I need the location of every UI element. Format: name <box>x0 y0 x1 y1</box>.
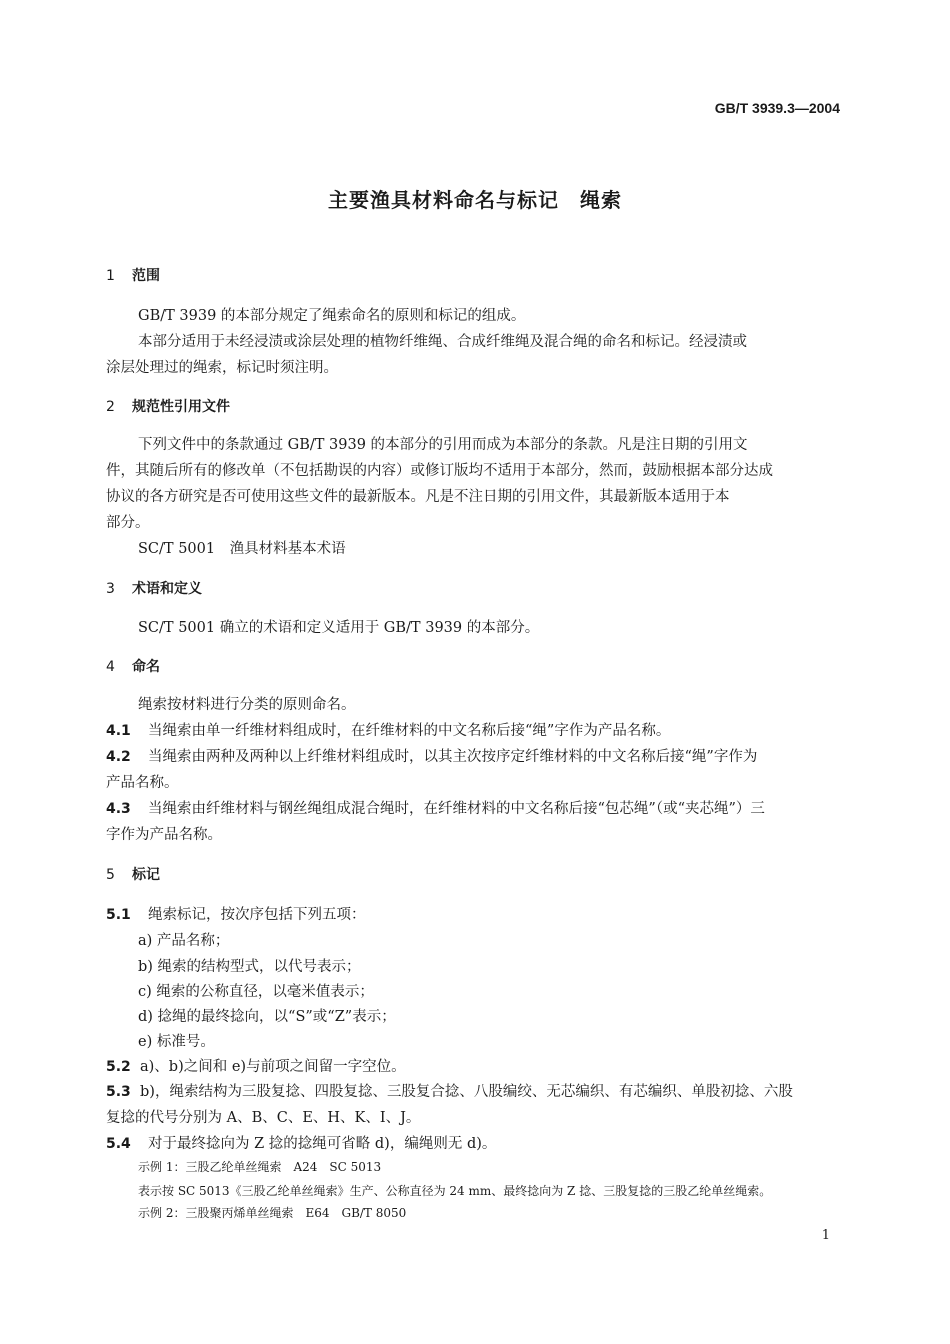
clause-5-1: 5.1 绳索标记，按次序包括下列五项： <box>106 907 366 923</box>
s1-paragraph-2-line-2: 涂层处理过的绳索，标记时须注明。 <box>106 360 338 376</box>
s2-paragraph-line-4: 部分。 <box>106 515 150 531</box>
section-3-heading: 3 术语和定义 <box>106 581 202 597</box>
section-1-heading: 1 范围 <box>106 268 160 284</box>
s1-paragraph-2-line-1: 本部分适用于未经浸渍或涂层处理的植物纤维绳、合成纤维绳及混合绳的命名和标记。经浸渍或 <box>138 334 747 350</box>
s2-paragraph-line-2: 件，其随后所有的修改单（不包括勘误的内容）或修订版均不适用于本部分，然而，鼓励根据本部分达成 <box>106 463 773 479</box>
list-item: b) 绳索的结构型式，以代号表示； <box>138 959 361 975</box>
s4-intro: 绳索按材料进行分类的原则命名。 <box>138 697 356 713</box>
standard-number: GB/T 3939.3—2004 <box>714 100 840 116</box>
example-1-description: 表示按 SC 5013《三股乙纶单丝绳索》生产、公称直径为 24 mm、最终捻向为 Z 捻、三股复捻的三股乙纶单丝绳索。 <box>138 1184 772 1198</box>
clause-5-4: 5.4 对于最终捻向为 Z 捻的捻绳可省略 d)，编绳则无 d)。 <box>106 1136 497 1152</box>
list-item: c) 绳索的公称直径，以毫米值表示； <box>138 984 374 1000</box>
clause-5-3-line-2: 复捻的代号分别为 A、B、C、E、H、K、I、J。 <box>106 1110 421 1126</box>
s1-paragraph-1: GB/T 3939 的本部分规定了绳索命名的原则和标记的组成。 <box>138 308 526 324</box>
section-5-heading: 5 标记 <box>106 867 160 883</box>
page-number: 1 <box>821 1228 830 1243</box>
s3-paragraph: SC/T 5001 确立的术语和定义适用于 GB/T 3939 的本部分。 <box>138 620 540 636</box>
s2-normative-reference: SC/T 5001 渔具材料基本术语 <box>138 541 346 557</box>
s2-paragraph-line-3: 协议的各方研究是否可使用这些文件的最新版本。凡是不注日期的引用文件，其最新版本适用于本 <box>106 489 730 505</box>
example-2: 示例 2：三股聚丙烯单丝绳索 E64 GB/T 8050 <box>138 1206 407 1220</box>
example-1: 示例 1：三股乙纶单丝绳索 A24 SC 5013 <box>138 1160 382 1174</box>
clause-5-2: 5.2 a)、b)之间和 e)与前项之间留一字空位。 <box>106 1059 406 1075</box>
clause-4-3-line-2: 字作为产品名称。 <box>106 827 222 843</box>
clause-4-1: 4.1 当绳索由单一纤维材料组成时，在纤维材料的中文名称后接“绳”字作为产品名称。 <box>106 723 671 739</box>
list-item: e) 标准号。 <box>138 1034 215 1050</box>
clause-4-3-line-1: 4.3 当绳索由纤维材料与钢丝绳组成混合绳时，在纤维材料的中文名称后接“包芯绳”（或“夹芯绳”）三 <box>106 801 765 817</box>
clause-4-2-line-2: 产品名称。 <box>106 775 179 791</box>
clause-5-3-line-1: 5.3 b)，绳索结构为三股复捻、四股复捻、三股复合捻、八股编绞、无芯编织、有芯编织、单股初捻、六股 <box>106 1084 793 1100</box>
clause-4-2-line-1: 4.2 当绳索由两种及两种以上纤维材料组成时，以其主次按序定纤维材料的中文名称后接“绳”字作为 <box>106 749 758 765</box>
list-item: d) 捻绳的最终捻向，以“S”或“Z”表示； <box>138 1009 396 1025</box>
document-title: 主要渔具材料命名与标记 绳索 <box>328 188 622 212</box>
section-2-heading: 2 规范性引用文件 <box>106 399 230 415</box>
section-4-heading: 4 命名 <box>106 659 160 675</box>
s2-paragraph-line-1: 下列文件中的条款通过 GB/T 3939 的本部分的引用而成为本部分的条款。凡是注日期的引用文 <box>138 437 748 453</box>
list-item: a) 产品名称； <box>138 933 230 949</box>
